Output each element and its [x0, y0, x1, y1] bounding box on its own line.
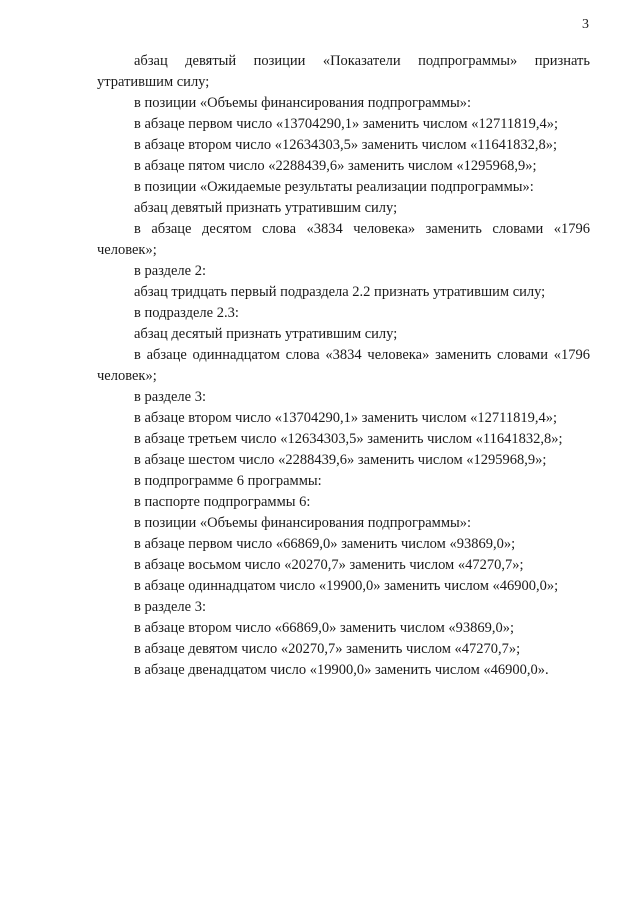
paragraph-15: в абзаце втором число «13704290,1» заменить числом «12711819,4»;: [134, 410, 558, 426]
paragraph-1: абзац девятый позиции «Показатели подпрограммы» признать утратившим силу;: [97, 53, 590, 90]
paragraph-5: в абзаце пятом число «2288439,6» заменить числом «1295968,9»;: [134, 158, 537, 174]
paragraph-20: в позиции «Объемы финансирования подпрограммы»:: [134, 515, 472, 531]
paragraph-21: в абзаце первом число «66869,0» заменить числом «93869,0»;: [134, 536, 516, 552]
paragraph-25: в абзаце втором число «66869,0» заменить числом «93869,0»;: [134, 620, 515, 636]
paragraph-26: в абзаце девятом число «20270,7» заменить числом «47270,7»;: [134, 641, 521, 657]
paragraph-8: в абзаце десятом слова «3834 человека» заменить словами «1796 человек»;: [97, 221, 590, 258]
paragraph-2: в позиции «Объемы финансирования подпрограммы»:: [134, 95, 472, 111]
page-number: 3: [582, 17, 589, 32]
paragraph-18: в подпрограмме 6 программы:: [134, 473, 322, 489]
paragraph-9: в разделе 2:: [134, 263, 207, 279]
paragraph-7: абзац девятый признать утратившим силу;: [134, 200, 398, 216]
paragraph-14: в разделе 3:: [134, 389, 207, 405]
paragraph-17: в абзаце шестом число «2288439,6» заменить числом «1295968,9»;: [134, 452, 547, 468]
paragraph-11: в подразделе 2.3:: [134, 305, 239, 321]
paragraph-19: в паспорте подпрограммы 6:: [134, 494, 311, 510]
paragraph-24: в разделе 3:: [134, 599, 207, 615]
paragraph-22: в абзаце восьмом число «20270,7» заменить числом «47270,7»;: [134, 557, 524, 573]
paragraph-16: в абзаце третьем число «12634303,5» заменить числом «11641832,8»;: [134, 431, 563, 447]
paragraph-3: в абзаце первом число «13704290,1» заменить числом «12711819,4»;: [134, 116, 559, 132]
paragraph-23: в абзаце одиннадцатом число «19900,0» заменить числом «46900,0»;: [134, 578, 559, 594]
paragraph-4: в абзаце втором число «12634303,5» заменить числом «11641832,8»;: [134, 137, 558, 153]
document-body: [97, 51, 590, 681]
paragraph-12: абзац десятый признать утратившим силу;: [134, 326, 398, 342]
paragraph-10: абзац тридцать первый подраздела 2.2 признать утратившим силу;: [134, 284, 546, 300]
paragraph-13: в абзаце одиннадцатом слова «3834 человека» заменить словами «1796 человек»;: [97, 347, 590, 384]
paragraph-27: в абзаце двенадцатом число «19900,0» заменить числом «46900,0».: [134, 662, 549, 678]
paragraph-6: в позиции «Ожидаемые результаты реализации подпрограммы»:: [134, 179, 534, 195]
